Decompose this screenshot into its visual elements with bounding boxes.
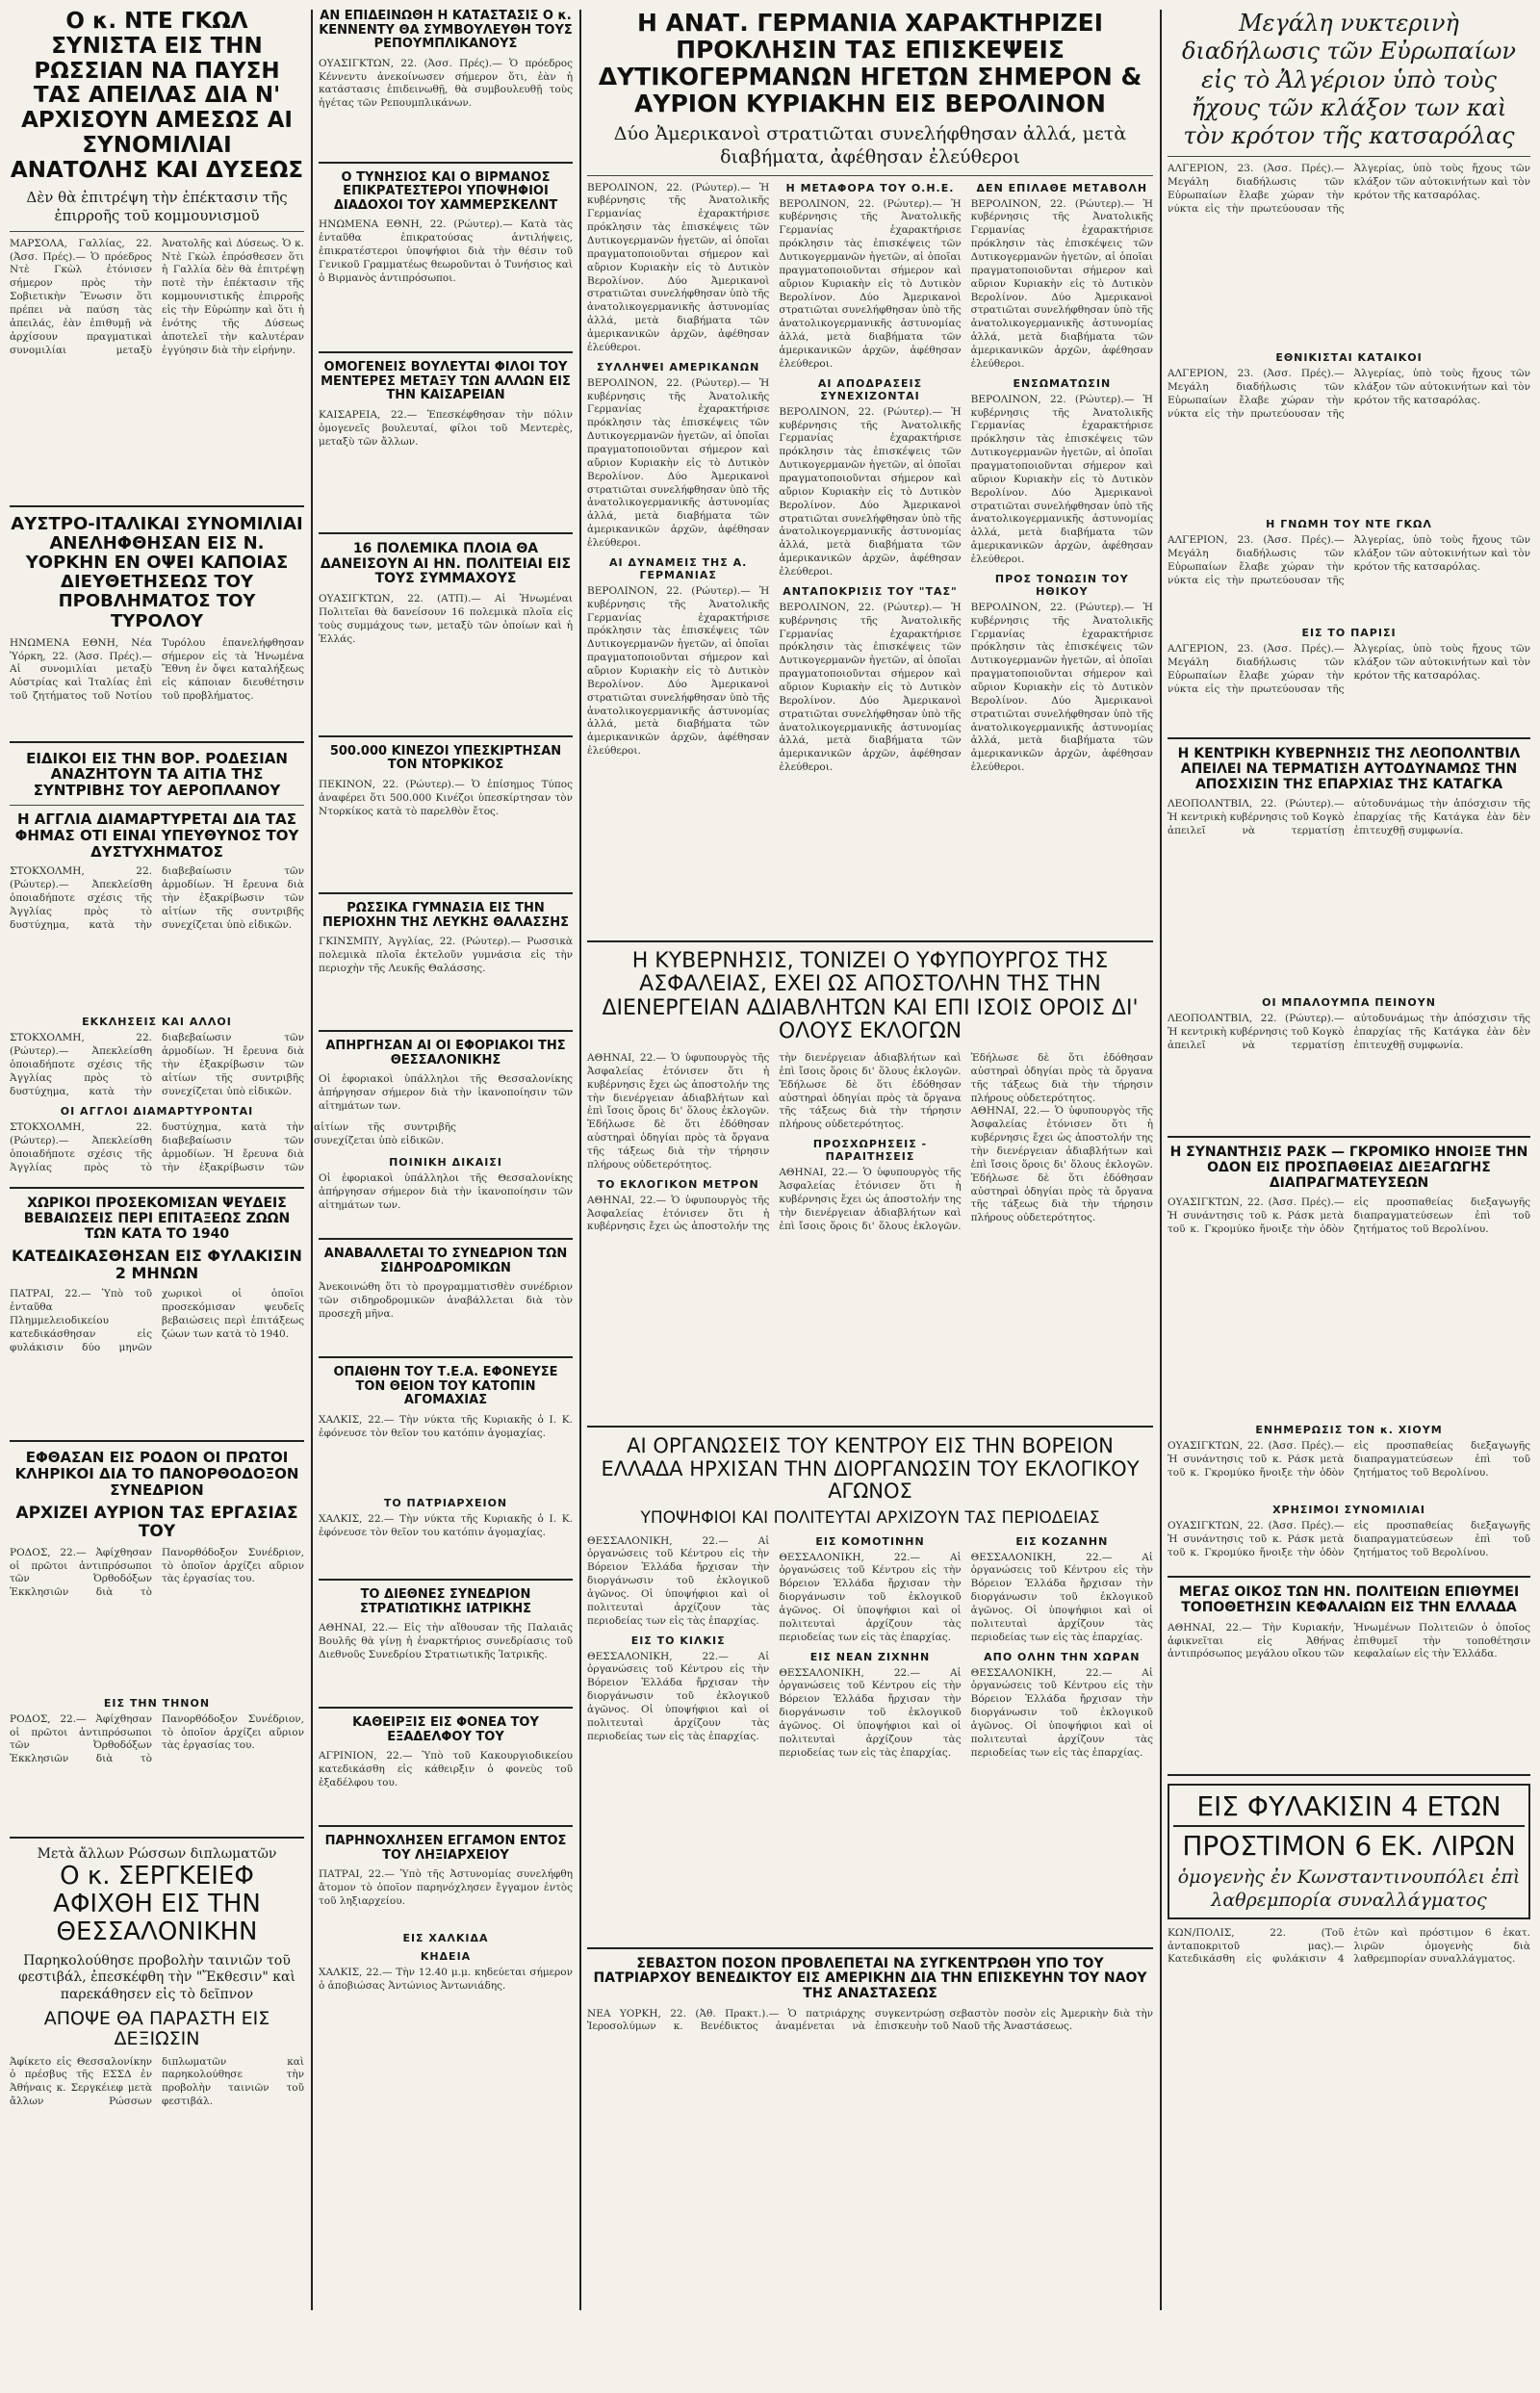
headline-villagers: ΧΩΡΙΚΟΙ ΠΡΟΣΕΚΟΜΙΣΑΝ ΨΕΥΔΕΙΣ ΒΕΒΑΙΩΣΕΙΣ ΠΕΡΙ ΕΠΙΤΑΞΕΩΣ ΖΩΩΝ ΤΩΝ ΚΑΤΑ ΤΟ 1940 [23, 1196, 291, 1242]
article-us-investment: ΑΘΗΝΑΙ, 22.— Τὴν Κυριακήν, ἀφικνεῖται εἰς Ἀθήνας ἀντιπρόσωπος μεγάλου οἴκου τῶν Ἡνωμένων Πολιτειῶν ὁ ὁποῖος ἐπιθυμεῖ τὴν τοποθέτησιν κεφαλαίων εἰς τὴν Ἑλλάδα. [1168, 1621, 1530, 1660]
column-divider [1160, 10, 1162, 2310]
section-label: ΕΝΗΜΕΡΩΣΙΣ ΤΟΝ κ. ΧΙΟΥΜ [1255, 1424, 1443, 1437]
article-filler: ΒΕΡΟΛΙΝΟΝ, 22. (Ρώυτερ).— Ἡ κυβέρνησις τῆς Ἀνατολικῆς Γερμανίας ἐχαρακτήρισε πρόκλησιν τὰς ἐπισκέψεις τῶν Δυτικογερμανῶν ἡγετῶν, αἱ ὁποῖαι πραγματοποιοῦνται σήμερον καὶ αὔριον Κυριακὴν εἰς τὸ Δυτικὸν Βερολίνον. Δύο Ἀμερικανοὶ στρατιῶται συνελήφθησαν ὑπὸ τῆς ἀνατολικογερμανικῆς ἀστυνομίας ἀλλά, μετὰ διαβήματα τῶν ἀμερικανικῶν ἀρχῶν, ἀφέθησαν ἐλεύθεροι. [970, 601, 1153, 774]
article-cousin-murder: ΑΓΡΙΝΙΟΝ, 22.— Ὑπὸ τοῦ Κακουργιοδικείου κατεδικάσθη εἰς κάθειρξιν ὁ φονεὺς τοῦ ἐξαδέλφου του. [319, 1750, 573, 1788]
section-label: ΑΠΟ ΟΛΗΝ ΤΗΝ ΧΩΡΑΝ [984, 1650, 1141, 1663]
section-label: ΑΙ ΔΥΝΑΜΕΙΣ ΤΗΣ Α. ΓΕΡΜΑΝΙΑΣ [609, 555, 748, 581]
article-tyrol: ΗΝΩΜΕΝΑ ΕΘΝΗ, Νέα Ὑόρκη, 22. (Ἀσσ. Πρές).— Αἱ συνομιλίαι μεταξὺ Αὐστρίας καὶ Ἰταλίας ἐπὶ τοῦ ζητήματος τοῦ Νοτίου Τυρόλου ἐπανελήφθησαν σήμερον εἰς τὰ Ἡνωμένα Ἔθνη ἐν ὄψει καταλήξεως εἰς κάποιαν διευθέτησιν τοῦ προβλήματος. [10, 636, 304, 703]
headline-reception: ΑΠΟΨΕ ΘΑ ΠΑΡΑΣΤΗ ΕΙΣ ΔΕΞΙΩΣΙΝ [43, 2008, 270, 2050]
section-label: ΕΙΣ ΤΗΝ ΤΗΝΟΝ [103, 1696, 211, 1710]
article-sentenced: ΠΑΤΡΑΙ, 22.— Ὑπὸ τοῦ ἐνταῦθα Πλημμελειοδικείου κατεδικάσθησαν εἰς φυλάκισιν δύο μηνῶν χωρικοὶ οἱ ὁποῖοι προσεκόμισαν ψευδεῖς βεβαιώσεις περὶ ἐπιτάξεως ζώων των κατὰ τὸ 1940. [10, 1288, 304, 1353]
article-filler: ΛΕΟΠΟΛΝΤΒΙΛ, 22. (Ρώυτερ).— Ἡ κεντρικὴ κυβέρνησις τοῦ Κογκὸ ἀπειλεῖ νὰ τερματίσῃ αὐτοδυνάμως τὴν ἀπόσχισιν τῆς ἐπαρχίας τῆς Κατάγκα ἐὰν δὲν ἐπιτευχθῇ συμφωνία. [1168, 1013, 1530, 1052]
headline-tyrol: ΑΥΣΤΡΟ-ΙΤΑΛΙΚΑΙ ΣΥΝΟΜΙΛΙΑΙ ΑΝΕΛΗΦΘΗΣΑΝ ΕΙΣ Ν. ΥΟΡΚΗΝ ΕΝ ΟΨΕΙ ΚΑΠΟΙΑΣ ΔΙΕΥΘΕΤΗΣΕΩΣ ΤΟΥ ΠΡΟΒΛΗΜΑΤΟΣ ΤΟΥ ΤΥΡΟΛΟΥ [11, 513, 303, 631]
section-label: ΕΙΣ ΝΕΑΝ ΖΙΧΝΗΝ [809, 1650, 931, 1663]
headline-kennedy: ΑΝ ΕΠΙΔΕΙΝΩΘΗ Η ΚΑΤΑΣΤΑΣΙΣ Ο κ. ΚΕΝΝΕΝΤΥ ΘΑ ΣΥΜΒΟΥΛΕΥΘΗ ΤΟΥΣ ΡΕΠΟΥΜΠΛΙΚΑΝΟΥΣ [319, 9, 573, 52]
article-filler: ΡΟΔΟΣ, 22.— Ἀφίχθησαν οἱ πρῶτοι ἀντιπρόσωποι τῶν Ὀρθοδόξων Ἐκκλησιῶν διὰ τὸ Πανορθόδοξον Συνέδριον, τὸ ὁποῖον ἀρχίζει αὔριον τὰς ἐργασίας του. [10, 1712, 304, 1765]
headline-security-minister: Η ΚΥΒΕΡΝΗΣΙΣ, ΤΟΝΙΖΕΙ Ο ΥΦΥΠΟΥΡΓΟΣ ΤΗΣ ΑΣΦΑΛΕΙΑΣ, ΕΧΕΙ ΩΣ ΑΠΟΣΤΟΛΗΝ ΤΗΣ ΤΗΝ ΔΙΕΝΕΡΓΕΙΑΝ ΑΔΙΑΒΛΗΤΩΝ ΚΑΙ ΕΠΙ ΙΣΟΙΣ ΟΡΟΙΣ ΔΙ' ΟΛΟΥΣ ΕΚΛΟΓΩΝ [602, 948, 1139, 1044]
section-label: ΑΝΤΑΠΟΚΡΙΣΙΣ ΤΟΥ "ΤΑΣ" [783, 584, 958, 598]
section-label: ΠΡΟΣ ΤΟΝΩΣΙΝ ΤΟΥ ΗΘΙΚΟΥ [994, 572, 1129, 598]
section-label: ΠΡΟΣΧΩΡΗΣΕΙΣ - ΠΑΡΑΙΤΗΣΕΙΣ [812, 1138, 928, 1164]
headline-sergeev: Ο κ. ΣΕΡΓΚΕΙΕΦ ΑΦΙΧΘΗ ΕΙΣ ΤΗΝ ΘΕΣΣΑΛΟΝΙΚΗΝ [53, 1862, 261, 1947]
headline-degaulle: Ο κ. ΝΤΕ ΓΚΩΛ ΣΥΝΙΣΤΑ ΕΙΣ ΤΗΝ ΡΩΣΣΙΑΝ ΝΑ ΠΑΥΣΗ ΤΑΣ ΑΠΕΙΛΑΣ ΔΙΑ Ν' ΑΡΧΙΣΟΥΝ ΑΜΕΣΩΣ ΑΙ ΣΥΝΟΜΙΛΙΑΙ ΑΝΑΤΟΛΗΣ ΚΑΙ ΔΥΣΕΩΣ [10, 9, 304, 183]
headline-east-germany-sub: Δύο Ἀμερικανοὶ στρατιῶται συνελήφθησαν ἀλλά, μετὰ διαβήματα, ἀφέθησαν ἐλεύθεροι [613, 123, 1127, 167]
headline-rhodes: ΕΦΘΑΣΑΝ ΕΙΣ ΡΟΔΟΝ ΟΙ ΠΡΩΤΟΙ ΚΛΗΡΙΚΟΙ ΔΙΑ ΤΟ ΠΑΝΟΡΘΟΔΟΞΟΝ ΣΥΝΕΔΡΙΟΝ [14, 1449, 299, 1499]
article-leopoldville: ΛΕΟΠΟΛΝΤΒΙΛ, 22. (Ρώυτερ).— Ἡ κεντρικὴ κυβέρνησις τοῦ Κογκὸ ἀπειλεῖ νὰ τερματίσῃ αὐτοδυνάμως τὴν ἀπόσχισιν τῆς ἐπαρχίας τῆς Κατάγκα ἐὰν δὲν ἐπιτευχθῇ συμφωνία. [1168, 798, 1530, 837]
article-filler: ΘΕΣΣΑΛΟΝΙΚΗ, 22.— Αἱ ὀργανώσεις τοῦ Κέντρου εἰς τὴν Βόρειον Ἑλλάδα ἤρχισαν τὴν διοργάνωσιν τοῦ ἐκλογικοῦ ἀγῶνος. Οἱ ὑποψήφιοι καὶ οἱ πολιτευταὶ ἀρχίζουν τὰς περιοδείας των εἰς τὰς ἐπαρχίας. [587, 1650, 770, 1742]
headline-england: Η ΑΓΓΛΙΑ ΔΙΑΜΑΡΤΥΡΕΤΑΙ ΔΙΑ ΤΑΣ ΦΗΜΑΣ ΟΤΙ ΕΙΝΑΙ ΥΠΕΥΘΥΝΟΣ ΤΟΥ ΔΥΣΤΥΧΗΜΑΤΟΣ [14, 811, 299, 861]
article-east-germany: ΒΕΡΟΛΙΝΟΝ, 22. (Ρώυτερ).— Ἡ κυβέρνησις τῆς Ἀνατολικῆς Γερμανίας ἐχαρακτήρισε πρόκλησιν τὰς ἐπισκέψεις τῶν Δυτικογερμανῶν ἡγετῶν, αἱ ὁποῖαι πραγματοποιοῦνται σήμερον καὶ αὔριον Κυριακὴν εἰς τὸ Δυτικὸν Βερολίνον. Δύο Ἀμερικανοὶ στρατιῶται συνελήφθησαν ὑπὸ τῆς ἀνατολικογερμανικῆς ἀστυνομίας ἀλλά, μετὰ διαβήματα τῶν ἀμερικανικῶν ἀρχῶν, ἀφέθησαν ἐλεύθεροι. [587, 181, 770, 353]
headline-east-germany: Η ΑΝΑΤ. ΓΕΡΜΑΝΙΑ ΧΑΡΑΚΤΗΡΙΖΕΙ ΠΡΟΚΛΗΣΙΝ ΤΑΣ ΕΠΙΣΚΕΨΕΙΣ ΔΥΤΙΚΟΓΕΡΜΑΝΩΝ ΗΓΕΤΩΝ ΣΗΜΕΡΟΝ & ΑΥΡΙΟΝ ΚΥΡΙΑΚΗΝ ΕΙΣ ΒΕΡΟΛΙΝΟΝ [598, 9, 1142, 117]
section-label: ΕΝΣΩΜΑΤΩΣΙΝ [1013, 376, 1112, 390]
headline-chinese: 500.000 ΚΙΝΕΖΟΙ ΥΠΕΣΚΙΡΤΗΣΑΝ ΤΟΝ ΝΤΟΡΚΙΚΟΣ [329, 743, 562, 773]
article-filler: ΒΕΡΟΛΙΝΟΝ, 22. (Ρώυτερ).— Ἡ κυβέρνησις τῆς Ἀνατολικῆς Γερμανίας ἐχαρακτήρισε πρόκλησιν τὰς ἐπισκέψεις τῶν Δυτικογερμανῶν ἡγετῶν, αἱ ὁποῖαι πραγματοποιοῦνται σήμερον καὶ αὔριον Κυριακὴν εἰς τὸ Δυτικὸν Βερολίνον. Δύο Ἀμερικανοὶ στρατιῶται συνελήφθησαν ὑπὸ τῆς ἀνατολικογερμανικῆς ἀστυνομίας ἀλλά, μετὰ διαβήματα τῶν ἀμερικανικῶν ἀρχῶν, ἀφέθησαν ἐλεύθεροι. [779, 405, 962, 578]
article-filler: ΘΕΣΣΑΛΟΝΙΚΗ, 22.— Αἱ ὀργανώσεις τοῦ Κέντρου εἰς τὴν Βόρειον Ἑλλάδα ἤρχισαν τὴν διοργάνωσιν τοῦ ἐκλογικοῦ ἀγῶνος. Οἱ ὑποψήφιοι καὶ οἱ πολιτευταὶ ἀρχίζουν τὰς περιοδείας των εἰς τὰς ἐπαρχίας. [970, 1551, 1153, 1643]
headline-leopoldville: Η ΚΕΝΤΡΙΚΗ ΚΥΒΕΡΝΗΣΙΣ ΤΗΣ ΛΕΟΠΟΛΝΤΒΙΛ ΑΠΕΙΛΕΙ ΝΑ ΤΕΡΜΑΤΙΣΗ ΑΥΤΟΔΥΝΑΜΩΣ ΤΗΝ ΑΠΟΣΧΙΣΙΝ ΤΗΣ ΕΠΑΡΧΙΑΣ ΤΗΣ ΚΑΤΑΓΚΑ [1177, 746, 1521, 792]
article-patriarch: ΝΕΑ ΥΟΡΚΗ, 22. (Ἀθ. Πρακτ.).— Ὁ πατριάρχης Ἱεροσολύμων κ. Βενέδικτος ἀναμένεται νὰ συγκεντρώσῃ σεβαστὸν ποσὸν εἰς Ἀμερικὴν διὰ τὴν ἐπισκευὴν τοῦ Ναοῦ τῆς Ἀναστάσεως. [587, 2007, 1153, 2033]
headline-congress: ΑΡΧΙΖΕΙ ΑΥΡΙΟΝ ΤΑΣ ΕΡΓΑΣΙΑΣ ΤΟΥ [15, 1503, 298, 1541]
article-sergeev: Ἀφίκετο εἰς Θεσσαλονίκην ὁ πρέσβυς τῆς ΕΣΣΔ ἐν Ἀθήναις κ. Σεργκέιεφ μετὰ ἄλλων Ρώσσων διπλωματῶν καὶ παρηκολούθησε τὴν προβολὴν ταινιῶν τοῦ φεστιβάλ. [10, 2055, 304, 2108]
east-germany-columns [587, 182, 1153, 933]
article-filler: ΧΑΛΚΙΣ, 22.— Τὴν νύκτα τῆς Κυριακῆς ὁ Ι. Κ. ἐφόνευσε τὸν θεῖον του κατόπιν ἀγομαχίας. [319, 1512, 573, 1538]
headline-un-successor: Ο ΤΥΝΗΣΙΟΣ ΚΑΙ Ο ΒΙΡΜΑΝΟΣ ΕΠΙΚΡΑΤΕΣΤΕΡΟΙ ΥΠΟΨΗΦΙΟΙ ΔΙΑΔΟΧΟΙ ΤΟΥ ΧΑΜΜΕΡΣΚΕΛΝΤ [333, 169, 558, 213]
article-security: ΑΘΗΝΑΙ, 22.— Ὁ ὑφυπουργὸς τῆς Ἀσφαλείας ἐτόνισεν ὅτι ἡ κυβέρνησις ἔχει ὡς ἀποστολήν της τὴν διενέργειαν ἀδιαβλήτων καὶ ἐπὶ ἴσοις ὅροις δι' ὅλους ἐκλογῶν. Ἐδήλωσε δὲ ὅτι ἐδόθησαν αὐστηραὶ ὁδηγίαι πρὸς τὰ ὄργανα τῆς τάξεως διὰ τὴν τήρησιν πλήρους οὐδετερότητος. [587, 1052, 770, 1171]
article-filler: ΒΕΡΟΛΙΝΟΝ, 22. (Ρώυτερ).— Ἡ κυβέρνησις τῆς Ἀνατολικῆς Γερμανίας ἐχαρακτήρισε πρόκλησιν τὰς ἐπισκέψεις τῶν Δυτικογερμανῶν ἡγετῶν, αἱ ὁποῖαι πραγματοποιοῦνται σήμερον καὶ αὔριον Κυριακὴν εἰς τὸ Δυτικὸν Βερολίνον. Δύο Ἀμερικανοὶ στρατιῶται συνελήφθησαν ὑπὸ τῆς ἀνατολικογερμανικῆς ἀστυνομίας ἀλλά, μετὰ διαβήματα τῶν ἀμερικανικῶν ἀρχῶν, ἀφέθησαν ἐλεύθεροι. [970, 393, 1153, 565]
headline-us-investment: ΜΕΓΑΣ ΟΙΚΟΣ ΤΩΝ ΗΝ. ΠΟΛΙΤΕΙΩΝ ΕΠΙΘΥΜΕΙ ΤΟΠΟΘΕΤΗΣΙΝ ΚΕΦΑΛΑΙΩΝ ΕΙΣ ΤΗΝ ΕΛΛΑΔΑ [1178, 1584, 1520, 1616]
headline-sentenced: ΚΑΤΕΔΙΚΑΣΘΗΣΑΝ ΕΙΣ ΦΥΛΑΚΙΣΙΝ 2 ΜΗΝΩΝ [12, 1247, 302, 1283]
article-filler: ΒΕΡΟΛΙΝΟΝ, 22. (Ρώυτερ).— Ἡ κυβέρνησις τῆς Ἀνατολικῆς Γερμανίας ἐχαρακτήρισε πρόκλησιν τὰς ἐπισκέψεις τῶν Δυτικογερμανῶν ἡγετῶν, αἱ ὁποῖαι πραγματοποιοῦνται σήμερον καὶ αὔριον Κυριακὴν εἰς τὸ Δυτικὸν Βερολίνον. Δύο Ἀμερικανοὶ στρατιῶται συνελήφθησαν ὑπὸ τῆς ἀνατολικογερμανικῆς ἀστυνομίας ἀλλά, μετὰ διαβήματα τῶν ἀμερικανικῶν ἀρχῶν, ἀφέθησαν ἐλεύθεροι. [587, 376, 770, 549]
section-label: Η ΓΝΩΜΗ ΤΟΥ ΝΤΕ ΓΚΩΛ [1266, 518, 1432, 531]
article-filler: ΣΤΟΚΧΟΛΜΗ, 22. (Ρώυτερ).— Ἀπεκλείσθη ὁποιαδήποτε σχέσις τῆς Ἀγγλίας πρὸς τὸ δυστύχημα, κατὰ τὴν διαβεβαίωσιν τῶν ἁρμοδίων. Ἡ ἔρευνα διὰ τὴν ἐξακρίβωσιν τῶν αἰτίων τῆς συντριβῆς συνεχίζεται ὑπὸ εἰδικῶν. [10, 1121, 456, 1174]
headline-degaulle-sub: Δὲν θὰ ἐπιτρέψη τὴν ἐπέκτασιν τῆς ἐπιρροῆς τοῦ κομμουνισμοῦ [26, 189, 288, 224]
section-label: ΕΙΣ ΚΟΖΑΝΗΝ [1015, 1534, 1109, 1548]
section-label: ΑΙ ΑΠΟΔΡΑΣΕΙΣ ΣΥΝΕΧΙΖΟΝΤΑΙ [817, 376, 923, 402]
headline-military-medicine: ΤΟ ΔΙΕΘΝΕΣ ΣΥΝΕΔΡΙΟΝ ΣΤΡΑΤΙΩΤΙΚΗΣ ΙΑΤΡΙΚΗΣ [359, 1586, 532, 1616]
article-white-sea: ΓΚΙΝΣΜΠΥ, Ἀγγλίας, 22. (Ρώυτερ).— Ρωσσικὰ πολεμικὰ πλοῖα ἐκτελοῦν γυμνάσια εἰς τὴν περιοχὴν τῆς Λευκῆς Θαλάσσης. [319, 936, 573, 974]
headline-algiers: Μεγάλη νυκτερινὴ διαδήλωσις τῶν Εὐρωπαίων εἰς τὸ Ἀλγέριον ὑπὸ τοὺς ἤχους τῶν κλάξον των καὶ τὸν κρότον τῆς κατσαρόλας [1182, 10, 1516, 150]
article-filler: ΟΥΑΣΙΓΚΤΩΝ, 22. (Ἀσσ. Πρές).— Ἡ συνάντησις τοῦ κ. Ράσκ μετὰ τοῦ κ. Γκρομύκο ἤνοιξε τὴν ὁδὸν εἰς προσπαθείας διεξαγωγῆς διαπραγματεύσεων ἐπὶ τοῦ ζητήματος τοῦ Βερολίνου. [1168, 1440, 1530, 1480]
headline-prison: ΕΙΣ ΦΥΛΑΚΙΣΙΝ 4 ΕΤΩΝ [1196, 1789, 1502, 1822]
article-kennedy: ΟΥΑΣΙΓΚΤΩΝ, 22. (Ἀσσ. Πρές).— Ὁ πρόεδρος Κέννεντυ ἀνεκοίνωσεν σήμερον ὅτι, ἐὰν ἡ κατάστασις ἐπιδεινωθῇ, θὰ συμβουλευθῇ τοὺς ἡγέτας τῶν Ρεπουμπλικάνων. [319, 57, 573, 110]
headline-sergeev-sub: Παρηκολούθησε προβολὴν ταινιῶν τοῦ φεστιβάλ, ἐπεσκέφθη τὴν "Ἔκθεσιν" καὶ παρεκάθησεν εἰς τὸ δεῖπνον [18, 1952, 295, 2002]
section-label: ΤΟ ΕΚΛΟΓΙΚΟΝ ΜΕΤΡΟΝ [597, 1177, 759, 1191]
section-label: ΟΙ ΜΠΑΛΟΥΜΠΑ ΠΕΙΝΟΥΝ [1262, 996, 1436, 1010]
section-label: ΕΘΝΙΚΙΣΤΑΙ ΚΑΤΑΙΚΟΙ [1275, 351, 1423, 365]
article-filler: ΘΕΣΣΑΛΟΝΙΚΗ, 22.— Αἱ ὀργανώσεις τοῦ Κέντρου εἰς τὴν Βόρειον Ἑλλάδα ἤρχισαν τὴν διοργάνωσιν τοῦ ἐκλογικοῦ ἀγῶνος. Οἱ ὑποψήφιοι καὶ οἱ πολιτευταὶ ἀρχίζουν τὰς περιοδείας των εἰς τὰς ἐπαρχίας. [970, 1666, 1153, 1759]
column-3 [587, 10, 1153, 2310]
section-label: ΕΙΣ ΤΟ ΚΙΛΚΙΣ [630, 1634, 726, 1647]
article-filler: ΑΛΓΕΡΙΟΝ, 23. (Ἀσσ. Πρές).— Μεγάλη διαδήλωσις τῶν Εὐρωπαίων ἔλαβε χώραν τὴν νύκτα εἰς τὴν πρωτεύουσαν τῆς Ἀλγερίας, ὑπὸ τοὺς ἤχους τῶν κλάξον τῶν αὐτοκινήτων καὶ τὸν κρότον τῆς κατσαρόλας. [1168, 368, 1530, 420]
article-filler: ΑΛΓΕΡΙΟΝ, 23. (Ἀσσ. Πρές).— Μεγάλη διαδήλωσις τῶν Εὐρωπαίων ἔλαβε χώραν τὴν νύκτα εἰς τὴν πρωτεύουσαν τῆς Ἀλγερίας, ὑπὸ τοὺς ἤχους τῶν κλάξον τῶν αὐτοκινήτων καὶ τὸν κρότον τῆς κατσαρόλας. [1168, 643, 1530, 695]
section-label: Η ΜΕΤΑΦΟΡΑ ΤΟΥ Ο.Η.Ε. [785, 181, 955, 194]
article-warships: ΟΥΑΣΙΓΚΤΩΝ, 22. (ΑΤΠ).— Αἱ Ἡνωμέναι Πολιτεῖαι θὰ δανείσουν 16 πολεμικὰ πλοῖα εἰς τοὺς συμμάχους των, μεταξὺ τῶν ὁποίων καὶ ἡ Ἑλλάς. [319, 592, 573, 645]
article-smuggling: ΚΩΝ/ΠΟΛΙΣ, 22. (Τοῦ ἀνταποκριτοῦ μας).— Κατεδικάσθη εἰς φυλάκισιν 4 ἐτῶν καὶ πρόστιμον 6 ἑκατ. λιρῶν ὁμογενὴς διὰ λαθρεμπορίαν συναλλάγματος. [1168, 1926, 1530, 1966]
article-filler: ΑΘΗΝΑΙ, 22.— Ὁ ὑφυπουργὸς τῆς Ἀσφαλείας ἐτόνισεν ὅτι ἡ κυβέρνησις ἔχει ὡς ἀποστολήν της τὴν διενέργειαν ἀδιαβλήτων καὶ ἐπὶ ἴσοις ὅροις δι' ὅλους ἐκλογῶν. Ἐδήλωσε δὲ ὅτι ἐδόθησαν αὐστηραὶ ὁδηγίαι πρὸς τὰ ὄργανα τῆς τάξεως διὰ τὴν τήρησιν πλήρους οὐδετερότητος. [970, 1105, 1153, 1224]
section-label: ΠΟΙΝΙΚΗ ΔΙΚΑΙΣΙ [389, 1156, 502, 1170]
article-filler: ΑΘΗΝΑΙ, 22.— Ὁ ὑφυπουργὸς τῆς Ἀσφαλείας ἐτόνισεν ὅτι ἡ κυβέρνησις ἔχει ὡς ἀποστολήν της τὴν διενέργειαν ἀδιαβλήτων καὶ ἐπὶ ἴσοις ὅροις δι' ὅλους ἐκλογῶν. Ἐδήλωσε δὲ ὅτι ἐδόθησαν αὐστηραὶ ὁδηγίαι πρὸς τὰ ὄργανα τῆς τάξεως διὰ τὴν τήρησιν πλήρους οὐδετερότητος. [587, 1052, 962, 1233]
article-congress: ΡΟΔΟΣ, 22.— Ἀφίχθησαν οἱ πρῶτοι ἀντιπρόσωποι τῶν Ὀρθοδόξων Ἐκκλησιῶν διὰ τὸ Πανορθόδοξον Συνέδριον, τὸ ὁποῖον ἀρχίζει αὔριον τὰς ἐργασίας του. [10, 1546, 304, 1599]
article-filler: ΘΕΣΣΑΛΟΝΙΚΗ, 22.— Αἱ ὀργανώσεις τοῦ Κέντρου εἰς τὴν Βόρειον Ἑλλάδα ἤρχισαν τὴν διοργάνωσιν τοῦ ἐκλογικοῦ ἀγῶνος. Οἱ ὑποψήφιοι καὶ οἱ πολιτευταὶ ἀρχίζουν τὰς περιοδείας των εἰς τὰς ἐπαρχίας. [779, 1666, 962, 1759]
column-4 [1168, 10, 1530, 2310]
article-kayseri: ΚΑΙΣΑΡΕΙΑ, 22.— Ἐπεσκέφθησαν τὴν πόλιν ὁμογενεῖς βουλευταί, φίλοι τοῦ Μεντερὲς, μεταξὺ τῶν ἄλλων. [319, 408, 573, 448]
headline-white-sea: ΡΩΣΣΙΚΑ ΓΥΜΝΑΣΙΑ ΕΙΣ ΤΗΝ ΠΕΡΙΟΧΗΝ ΤΗΣ ΛΕΥΚΗΣ ΘΑΛΑΣΣΗΣ [321, 901, 570, 930]
article-filler: ΣΤΟΚΧΟΛΜΗ, 22. (Ρώυτερ).— Ἀπεκλείσθη ὁποιαδήποτε σχέσις τῆς Ἀγγλίας πρὸς τὸ δυστύχημα, κατὰ τὴν διαβεβαίωσιν τῶν ἁρμοδίων. Ἡ ἔρευνα διὰ τὴν ἐξακρίβωσιν τῶν αἰτίων τῆς συντριβῆς συνεχίζεται ὑπὸ εἰδικῶν. [10, 1032, 304, 1097]
kicker-soviets: Μετὰ ἄλλων Ρώσσων διπλωματῶν [37, 1845, 277, 1862]
section-label: ΕΙΣ ΤΟ ΠΑΡΙΣΙ [1301, 627, 1397, 640]
security-columns [587, 1052, 1153, 1418]
section-label: ΕΙΣ ΧΑΛΚΙΔΑ [402, 1932, 489, 1945]
section-label: ΣΥΛΛΗΨΕΙ ΑΜΕΡΙΚΑΝΩΝ [596, 360, 760, 373]
article-filler: ΟΥΑΣΙΓΚΤΩΝ, 22. (Ἀσσ. Πρές).— Ἡ συνάντησις τοῦ κ. Ράσκ μετὰ τοῦ κ. Γκρομύκο ἤνοιξε τὴν ὁδὸν εἰς προσπαθείας διεξαγωγῆς διαπραγματεύσεων ἐπὶ τοῦ ζητήματος τοῦ Βερολίνου. [1168, 1520, 1530, 1559]
centre-union-columns [587, 1535, 1153, 1940]
headline-fine: ΠΡΟΣΤΙΜΟΝ 6 ΕΚ. ΛΙΡΩΝ [1173, 1825, 1525, 1861]
section-label: ΧΡΗΣΙΜΟΙ ΣΥΝΟΜΙΛΙΑΙ [1272, 1504, 1425, 1517]
article-filler: ΒΕΡΟΛΙΝΟΝ, 22. (Ρώυτερ).— Ἡ κυβέρνησις τῆς Ἀνατολικῆς Γερμανίας ἐχαρακτήρισε πρόκλησιν τὰς ἐπισκέψεις τῶν Δυτικογερμανῶν ἡγετῶν, αἱ ὁποῖαι πραγματοποιοῦνται σήμερον καὶ αὔριον Κυριακὴν εἰς τὸ Δυτικὸν Βερολίνον. Δύο Ἀμερικανοὶ στρατιῶται συνελήφθησαν ὑπὸ τῆς ἀνατολικογερμανικῆς ἀστυνομίας ἀλλά, μετὰ διαβήματα τῶν ἀμερικανικῶν ἀρχῶν, ἀφέθησαν ἐλεύθεροι. [970, 197, 1153, 370]
article-filler: ΑΘΗΝΑΙ, 22.— Ὁ ὑφυπουργὸς τῆς Ἀσφαλείας ἐτόνισεν ὅτι ἡ κυβέρνησις ἔχει ὡς ἀποστολήν της τὴν διενέργειαν ἀδιαβλήτων καὶ ἐπὶ ἴσοις ὅροις δι' ὅλους ἐκλογῶν. Ἐδήλωσε δὲ ὅτι ἐδόθησαν αὐστηραὶ ὁδηγίαι πρὸς τὰ ὄργανα τῆς τάξεως διὰ τὴν τήρησιν πλήρους οὐδετερότητος. [779, 1052, 1153, 1232]
headline-rhodesia: ΕΙΔΙΚΟΙ ΕΙΣ ΤΗΝ ΒΟΡ. ΡΟΔΕΣΙΑΝ ΑΝΑΖΗΤΟΥΝ ΤΑ ΑΙΤΙΑ ΤΗΣ ΣΥΝΤΡΙΒΗΣ ΤΟΥ ΑΕΡΟΠΛΑΝΟΥ [26, 749, 288, 800]
article-chinese: ΠΕΚΙΝΟΝ, 22. (Ρώυτερ).— Ὁ ἐπίσημος Τύπος ἀναφέρει ὅτι 500.000 Κινέζοι ὑπεσκίρτησαν τὸν Ντορκίκος κατὰ τὸ παρελθὸν ἔτος. [319, 779, 573, 817]
headline-patriarch: ΣΕΒΑΣΤΟΝ ΠΟΣΟΝ ΠΡΟΒΛΕΠΕΤΑΙ ΝΑ ΣΥΓΚΕΝΤΡΩΘΗ ΥΠΟ ΤΟΥ ΠΑΤΡΙΑΡΧΟΥ ΒΕΝΕΔΙΚΤΟΥ ΕΙΣ ΑΜΕΡΙΚΗΝ ΔΙΑ ΤΗΝ ΕΠΙΣΚΕΥΗΝ ΤΟΥ ΝΑΟΥ ΤΗΣ ΑΝΑΣΤΑΣΕΩΣ [593, 1955, 1147, 2001]
article-railway: Ἀνεκοινώθη ὅτι τὸ προγραμματισθὲν συνέδριον τῶν σιδηροδρομικῶν ἀναβάλλεται διὰ τὸν προσεχῆ μῆνα. [319, 1281, 573, 1321]
headline-centre-union-sub: ΥΠΟΨΗΦΙΟΙ ΚΑΙ ΠΟΛΙΤΕΥΤΑΙ ΑΡΧΙΖΟΥΝ ΤΑΣ ΠΕΡΙΟΔΕΙΑΣ [640, 1507, 1100, 1528]
article-registry: ΠΑΤΡΑΙ, 22.— Ὑπὸ τῆς Ἀστυνομίας συνελήφθη ἄτομον τὸ ὁποῖον παρηνόχλησεν ἔγγαμον ἐντὸς τοῦ ληξιαρχείου. [319, 1868, 573, 1907]
article-filler: ΒΕΡΟΛΙΝΟΝ, 22. (Ρώυτερ).— Ἡ κυβέρνησις τῆς Ἀνατολικῆς Γερμανίας ἐχαρακτήρισε πρόκλησιν τὰς ἐπισκέψεις τῶν Δυτικογερμανῶν ἡγετῶν, αἱ ὁποῖαι πραγματοποιοῦνται σήμερον καὶ αὔριον Κυριακὴν εἰς τὸ Δυτικὸν Βερολίνον. Δύο Ἀμερικανοὶ στρατιῶται συνελήφθησαν ὑπὸ τῆς ἀνατολικογερμανικῆς ἀστυνομίας ἀλλά, μετὰ διαβήματα τῶν ἀμερικανικῶν ἀρχῶν, ἀφέθησαν ἐλεύθεροι. [587, 584, 770, 758]
article-filler: ΒΕΡΟΛΙΝΟΝ, 22. (Ρώυτερ).— Ἡ κυβέρνησις τῆς Ἀνατολικῆς Γερμανίας ἐχαρακτήρισε πρόκλησιν τὰς ἐπισκέψεις τῶν Δυτικογερμανῶν ἡγετῶν, αἱ ὁποῖαι πραγματοποιοῦνται σήμερον καὶ αὔριον Κυριακὴν εἰς τὸ Δυτικὸν Βερολίνον. Δύο Ἀμερικανοὶ στρατιῶται συνελήφθησαν ὑπὸ τῆς ἀνατολικογερμανικῆς ἀστυνομίας ἀλλά, μετὰ διαβήματα τῶν ἀμερικανικῶν ἀρχῶν, ἀφέθησαν ἐλεύθεροι. [779, 197, 962, 370]
article-un-successor: ΗΝΩΜΕΝΑ ΕΘΝΗ, 22. (Ρώυτερ).— Κατὰ τὰς ἐνταῦθα ἐπικρατούσας ἀντιλήψεις, ἐπικρατέστεροι ὑποψήφιοι διὰ τὴν θέσιν τοῦ Γενικοῦ Γραμματέως θεωροῦνται ὁ Τυνήσιος καὶ ὁ Βιρμανὸς ἀντιπρόσωποι. [319, 219, 573, 284]
headline-smuggling-sub: ὁμογενὴς ἐν Κωνσταντινουπόλει ἐπὶ λαθρεμπορία συναλλάγματος [1177, 1866, 1521, 1911]
headline-tax-strike: ΑΠΗΡΓΗΣΑΝ ΑΙ ΟΙ ΕΦΟΡΙΑΚΟΙ ΤΗΣ ΘΕΣΣΑΛΟΝΙΚΗΣ [325, 1039, 566, 1068]
article-rusk-gromyko: ΟΥΑΣΙΓΚΤΩΝ, 22. (Ἀσσ. Πρές).— Ἡ συνάντησις τοῦ κ. Ράσκ μετὰ τοῦ κ. Γκρομύκο ἤνοιξε τὴν ὁδὸν εἰς προσπαθείας διεξαγωγῆς διαπραγματεύσεων ἐπὶ τοῦ ζητήματος τοῦ Βερολίνου. [1168, 1196, 1530, 1236]
article-tea-murder: ΧΑΛΚΙΣ, 22.— Τὴν νύκτα τῆς Κυριακῆς ὁ Ι. Κ. ἐφόνευσε τὸν θεῖον του κατόπιν ἀγομαχίας. [319, 1413, 573, 1439]
article-algiers: ΑΛΓΕΡΙΟΝ, 23. (Ἀσσ. Πρές).— Μεγάλη διαδήλωσις τῶν Εὐρωπαίων ἔλαβε χώραν τὴν νύκτα εἰς τὴν πρωτεύουσαν τῆς Ἀλγερίας, ὑπὸ τοὺς ἤχους τῶν κλάξον τῶν αὐτοκινήτων καὶ τὸν κρότον τῆς κατσαρόλας. [1168, 163, 1530, 215]
article-filler: ΒΕΡΟΛΙΝΟΝ, 22. (Ρώυτερ).— Ἡ κυβέρνησις τῆς Ἀνατολικῆς Γερμανίας ἐχαρακτήρισε πρόκλησιν τὰς ἐπισκέψεις τῶν Δυτικογερμανῶν ἡγετῶν, αἱ ὁποῖαι πραγματοποιοῦνται σήμερον καὶ αὔριον Κυριακὴν εἰς τὸ Δυτικὸν Βερολίνον. Δύο Ἀμερικανοὶ στρατιῶται συνελήφθησαν ὑπὸ τῆς ἀνατολικογερμανικῆς ἀστυνομίας ἀλλά, μετὰ διαβήματα τῶν ἀμερικανικῶν ἀρχῶν, ἀφέθησαν ἐλεύθεροι. [779, 601, 962, 774]
section-label: ΚΗΔΕΙΑ [420, 1950, 472, 1964]
headline-centre-union: ΑΙ ΟΡΓΑΝΩΣΕΙΣ ΤΟΥ ΚΕΝΤΡΟΥ ΕΙΣ ΤΗΝ ΒΟΡΕΙΟΝ ΕΛΛΑΔΑ ΗΡΧΙΣΑΝ ΤΗΝ ΔΙΟΡΓΑΝΩΣΙΝ ΤΟΥ ΕΚΛΟΓΙΚΟΥ ΑΓΩΝΟΣ [601, 1434, 1140, 1504]
article-england: ΣΤΟΚΧΟΛΜΗ, 22. (Ρώυτερ).— Ἀπεκλείσθη ὁποιαδήποτε σχέσις τῆς Ἀγγλίας πρὸς τὸ δυστύχημα, κατὰ τὴν διαβεβαίωσιν τῶν ἁρμοδίων. Ἡ ἔρευνα διὰ τὴν ἐξακρίβωσιν τῶν αἰτίων τῆς συντριβῆς συνεχίζεται ὑπὸ εἰδικῶν. [10, 865, 304, 931]
article-tax-strike: Οἱ ἐφοριακοὶ ὑπάλληλοι τῆς Θεσσαλονίκης ἀπήργησαν σήμερον διὰ τὴν ἱκανοποίησιν τῶν αἰτημάτων των. [319, 1073, 573, 1112]
article-filler: Οἱ ἐφοριακοὶ ὑπάλληλοι τῆς Θεσσαλονίκης ἀπήργησαν σήμερον διὰ τὴν ἱκανοποίησιν τῶν αἰτημάτων των. [319, 1172, 573, 1211]
article-filler: ΑΛΓΕΡΙΟΝ, 23. (Ἀσσ. Πρές).— Μεγάλη διαδήλωσις τῶν Εὐρωπαίων ἔλαβε χώραν τὴν νύκτα εἰς τὴν πρωτεύουσαν τῆς Ἀλγερίας, ὑπὸ τοὺς ἤχους τῶν κλάξον τῶν αὐτοκινήτων καὶ τὸν κρότον τῆς κατσαρόλας. [1168, 534, 1530, 586]
section-label: ΔΕΝ ΕΠΙΛΑΘΕ ΜΕΤΑΒΟΛΗ [976, 181, 1148, 194]
column-divider [311, 10, 313, 2310]
article-military-medicine: ΑΘΗΝΑΙ, 22.— Εἰς τὴν αἴθουσαν τῆς Παλαιᾶς Βουλῆς θὰ γίνῃ ἡ ἐναρκτήριος συνεδρίασις τοῦ Διεθνοῦς Συνεδρίου Στρατιωτικῆς Ἰατρικῆς. [319, 1622, 573, 1660]
section-label: ΕΚΚΛΗΣΕΙΣ ΚΑΙ ΑΛΛΟΙ [82, 1016, 232, 1029]
article-funeral: ΧΑΛΚΙΣ, 22.— Τὴν 12.40 μ.μ. κηδεύεται σήμερον ὁ ἀποβιώσας Ἀντώνιος Ἀντωνιάδης. [319, 1967, 573, 1993]
headline-registry: ΠΑΡΗΝΟΧΛΗΣΕΝ ΕΓΓΑΜΟΝ ΕΝΤΟΣ ΤΟΥ ΛΗΞΙΑΡΧΕΙΟΥ [324, 1834, 567, 1863]
column-divider [579, 10, 581, 2310]
article-filler: ΘΕΣΣΑΛΟΝΙΚΗ, 22.— Αἱ ὀργανώσεις τοῦ Κέντρου εἰς τὴν Βόρειον Ἑλλάδα ἤρχισαν τὴν διοργάνωσιν τοῦ ἐκλογικοῦ ἀγῶνος. Οἱ ὑποψήφιοι καὶ οἱ πολιτευταὶ ἀρχίζουν τὰς περιοδείας των εἰς τὰς ἐπαρχίας. [779, 1551, 962, 1643]
headline-railway: ΑΝΑΒΑΛΛΕΤΑΙ ΤΟ ΣΥΝΕΔΡΙΟΝ ΤΩΝ ΣΙΔΗΡΟΔΡΟΜΙΚΩΝ [323, 1247, 568, 1275]
box-smuggling [1168, 1784, 1530, 1919]
article-centre-union: ΘΕΣΣΑΛΟΝΙΚΗ, 22.— Αἱ ὀργανώσεις τοῦ Κέντρου εἰς τὴν Βόρειον Ἑλλάδα ἤρχισαν τὴν διοργάνωσιν τοῦ ἐκλογικοῦ ἀγῶνος. Οἱ ὑποψήφιοι καὶ οἱ πολιτευταὶ ἀρχίζουν τὰς περιοδείας των εἰς τὰς ἐπαρχίας. [587, 1534, 770, 1627]
headline-cousin-murder: ΚΑΘΕΙΡΞΙΣ ΕΙΣ ΦΟΝΕΑ ΤΟΥ ΕΞΑΔΕΛΦΟΥ ΤΟΥ [352, 1715, 539, 1744]
section-label: ΤΟ ΠΑΤΡΙΑΡΧΕΙΟΝ [383, 1496, 508, 1509]
section-label: ΟΙ ΑΓΓΛΟΙ ΔΙΑΜΑΡΤΥΡΟΝΤΑΙ [60, 1105, 254, 1119]
headline-warships: 16 ΠΟΛΕΜΙΚΑ ΠΛΟΙΑ ΘΑ ΔΑΝΕΙΣΟΥΝ ΑΙ ΗΝ. ΠΟΛΙΤΕΙΑΙ ΕΙΣ ΤΟΥΣ ΣΥΜΜΑΧΟΥΣ [320, 540, 572, 587]
headline-tea-murder: ΟΠΑΙΘΗΝ ΤΟΥ Τ.Ε.Α. ΕΦΟΝΕΥΣΕ ΤΟΝ ΘΕΙΟΝ ΤΟΥ ΚΑΤΟΠΙΝ ΑΓΟΜΑΧΙΑΣ [333, 1365, 558, 1408]
headline-rusk-gromyko: Η ΣΥΝΑΝΤΗΣΙΣ ΡΑΣΚ — ΓΚΡΟΜΙΚΟ ΗΝΟΙΞΕ ΤΗΝ ΟΔΟΝ ΕΙΣ ΠΡΟΣΠΑΘΕΙΑΣ ΔΙΕΞΑΓΩΓΗΣ ΔΙΑΠΡΑΓΜΑΤΕΥΣΕΩΝ [1169, 1145, 1528, 1191]
article-degaulle: ΜΑΡΣΟΛΑ, Γαλλίας, 22. (Ἀσσ. Πρές).— Ὁ πρόεδρος Ντὲ Γκὼλ ἐτόνισεν σήμερον πρὸς τὴν Σοβιετικὴν Ἕνωσιν ὅτι πρέπει νὰ παύση τὰς ἀπειλάς, ἐὰν ἐπιθυμῇ νὰ ἀρχίσουν πραγματικαὶ συνομιλίαι μεταξὺ Ἀνατολῆς καὶ Δύσεως. Ὁ κ. Ντὲ Γκὼλ ἐπρόσθεσεν ὅτι ἡ Γαλλία δὲν θὰ ἐπιτρέψῃ ποτὲ τὴν ἐπέκτασιν τῆς κομμουνιστικῆς ἐπιρροῆς εἰς τὴν Εὐρώπην καὶ ὅτι ἡ ἑνότης τῆς Δύσεως ἀποτελεῖ τὴν καλυτέραν ἐγγύησιν διὰ τὴν εἰρήνην. [10, 237, 304, 356]
column-2 [319, 10, 573, 2310]
headline-kayseri: ΟΜΟΓΕΝΕΙΣ ΒΟΥΛΕΥΤΑΙ ΦΙΛΟΙ ΤΟΥ ΜΕΝΤΕΡΕΣ ΜΕΤΑΞΥ ΤΩΝ ΑΛΛΩΝ ΕΙΣ ΤΗΝ ΚΑΙΣΑΡΕΙΑΝ [321, 360, 571, 403]
section-label: ΕΙΣ ΚΟΜΟΤΙΝΗΝ [815, 1534, 925, 1548]
